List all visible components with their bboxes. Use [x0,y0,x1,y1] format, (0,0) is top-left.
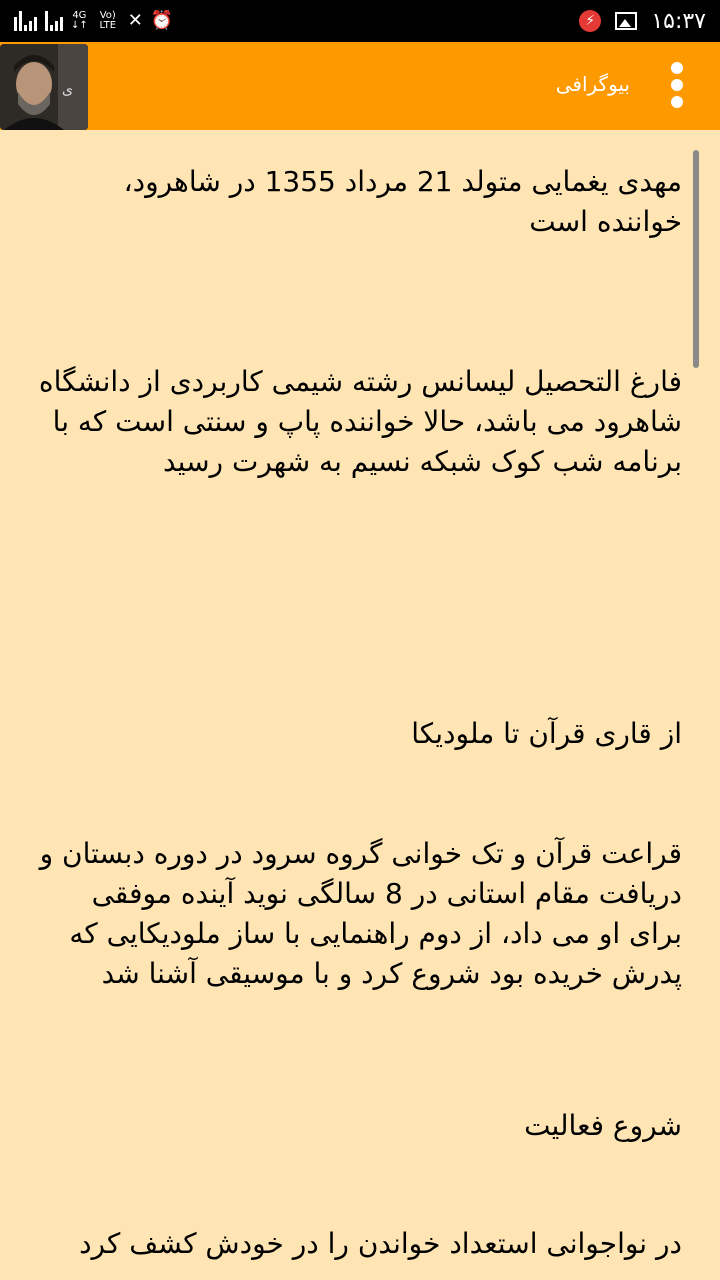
menu-dot-icon [671,79,683,91]
status-icons-left [14,8,173,34]
bio-paragraph-education: فارغ التحصیل لیسانس رشته شیمی کاربردی از دانشگاه شاهرود می باشد، حالا خواننده پاپ و سنتی است که با برنامه شب کوک شبکه نسیم به شهرت رسید [38,365,682,478]
bio-paragraph-childhood: قراعت قرآن و تک خوانی گروه سرود در دوره دبستان و دریافت مقام استانی در 8 سالگی نوید آینده موفقی برای او می داد، از دوم راهنمایی با ساز ملودیکایی که پدرش خریده بود شروع کرد و با موسیقی آشنا شد [39,837,682,990]
status-icons-right [579,6,706,36]
image-notification-icon [615,12,637,30]
artist-photo-icon [0,44,88,130]
flash-notification-icon: ⚡ [579,10,601,32]
mute-icon: ✕ [127,10,143,31]
biography-content[interactable] [0,130,720,1280]
menu-dot-icon [671,96,683,108]
alarm-icon: ⏰ [150,10,174,31]
volte-indicator: Vo) LTE [99,10,117,31]
network-type-indicator: 4G ↓↑ [71,10,88,31]
status-clock: ۱۵:۳۷ [651,8,706,34]
status-bar [0,0,720,42]
artist-avatar[interactable] [0,44,88,130]
scrollbar[interactable] [693,150,699,368]
signal-icon [45,11,63,31]
page-title: بیوگرافی [555,72,630,96]
section-heading-start: شروع فعالیت [524,1109,682,1142]
signal-icon [14,11,37,31]
menu-dot-icon [671,62,683,74]
bio-paragraph-intro: مهدی یغمایی متولد 21 مرداد 1355 در شاهرود، خواننده است [123,165,682,238]
svg-text:ى: ى [62,82,73,98]
overflow-menu-button[interactable] [664,58,690,114]
app-bar [0,42,720,130]
section-heading-quran: از قاری قرآن تا ملودیکا [411,717,682,750]
bio-paragraph-teen: در نواجوانی استعداد خواندن را در خودش کشف کرد [79,1227,682,1260]
